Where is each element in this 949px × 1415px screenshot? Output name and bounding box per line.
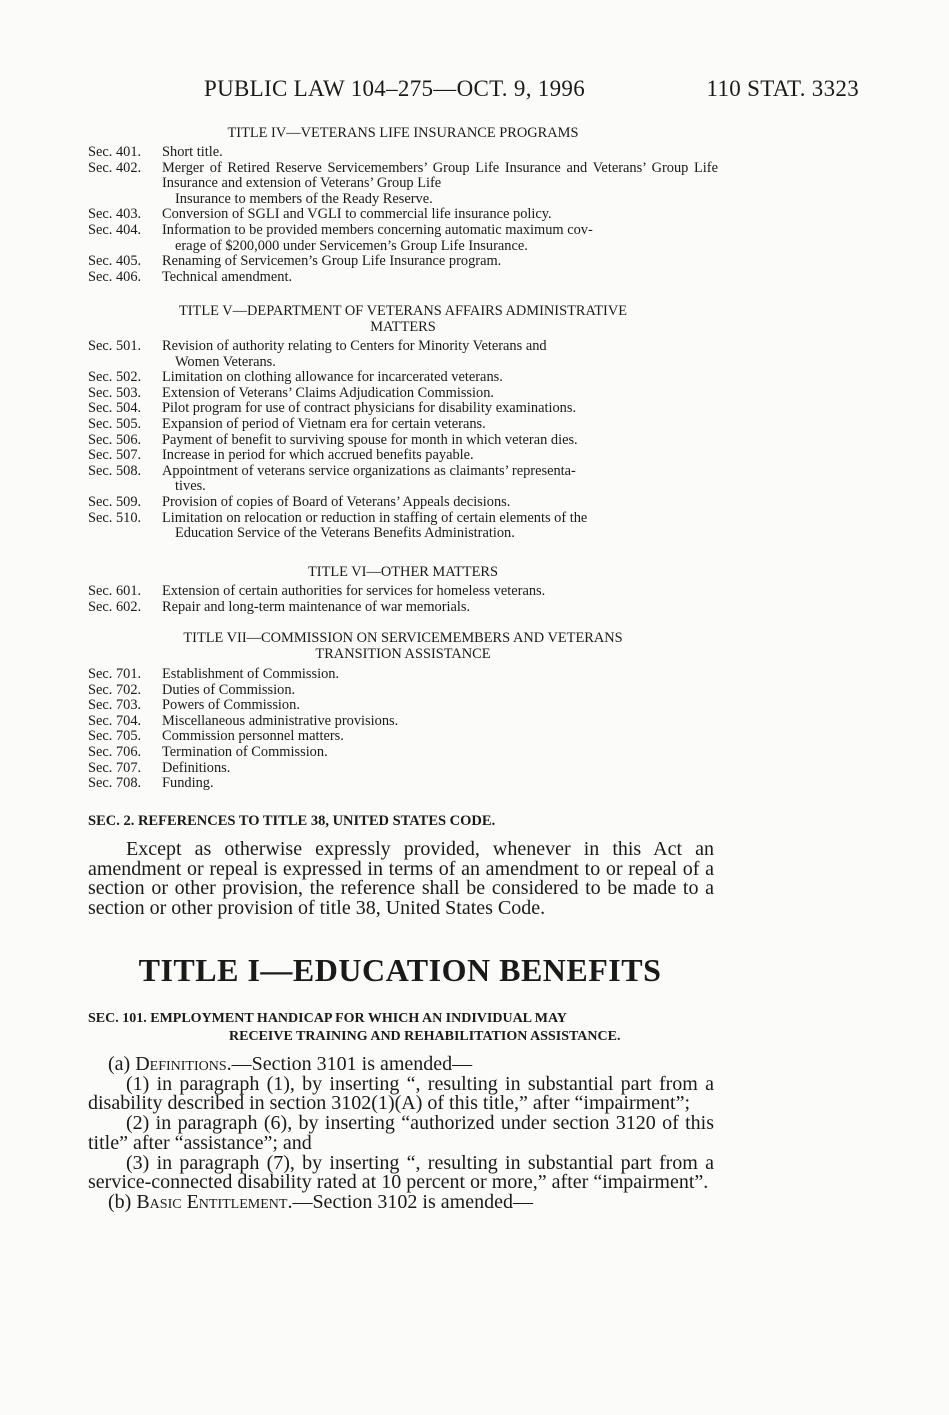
toc-entry bbox=[88, 339, 718, 370]
toc-entry-text bbox=[162, 270, 718, 286]
toc-entry-number: Sec. 401. bbox=[88, 144, 142, 160]
toc-entry bbox=[88, 433, 718, 449]
toc-entry-title: Payment of benefit to surviving spouse for month in which veteran dies. bbox=[162, 431, 578, 448]
toc-entry bbox=[88, 207, 718, 223]
toc-entry-number: Sec. 405. bbox=[88, 253, 142, 270]
toc-entry-text bbox=[162, 714, 718, 730]
toc-entry-text bbox=[162, 600, 718, 616]
toc-entry bbox=[88, 254, 718, 270]
toc-entry-text bbox=[162, 339, 718, 370]
toc-entry-text bbox=[162, 667, 718, 683]
toc-entry-number: Sec. 707. bbox=[88, 759, 142, 776]
toc-entry-number: Sec. 501. bbox=[88, 338, 142, 354]
toc-entry-title: Renaming of Servicemen’s Group Life Insurance program. bbox=[162, 253, 502, 270]
toc-entry-text bbox=[162, 386, 718, 402]
toc-entry-text bbox=[162, 729, 718, 745]
toc-entry-text bbox=[162, 145, 718, 161]
toc-entry-title: Increase in period for which accrued benefits payable. bbox=[162, 447, 474, 464]
subsection-a bbox=[88, 1055, 714, 1075]
toc-entry bbox=[88, 386, 718, 402]
sec2-body: Except as otherwise expressly provided, whenever in this Act an amendment or repeal is expressed in terms of an amendment to or repeal of a section or other provision, the reference shall be considered to be made to a section or other provision of title 38, United States Code. bbox=[88, 838, 714, 920]
toc-entry-number: Sec. 602. bbox=[88, 598, 142, 615]
toc-title-v-list bbox=[88, 339, 718, 542]
toc-entry-title: Pilot program for use of contract physicians for disability examinations. bbox=[162, 400, 577, 417]
toc-entry-number: Sec. 404. bbox=[88, 221, 142, 238]
toc-entry-title: Short title. bbox=[162, 144, 223, 160]
toc-entry-text bbox=[162, 223, 718, 254]
toc-entry-title: Powers of Commission. bbox=[162, 697, 300, 714]
toc-entry bbox=[88, 448, 718, 464]
toc-entry bbox=[88, 511, 718, 542]
toc-entry bbox=[88, 495, 718, 511]
toc-title-vi-heading: TITLE VI—OTHER MATTERS bbox=[308, 564, 498, 580]
toc-entry-title: Limitation on relocation or reduction in staffing of certain elements of the bbox=[162, 509, 588, 526]
toc-entry-text bbox=[162, 511, 718, 542]
toc-entry-text bbox=[162, 161, 718, 208]
toc-entry bbox=[88, 729, 718, 745]
subsection-b-marker: (b) bbox=[108, 1190, 137, 1213]
toc-entry-title: Termination of Commission. bbox=[162, 743, 328, 760]
subsection-b-label: Basic Entitlement bbox=[136, 1190, 288, 1213]
toc-entry bbox=[88, 683, 718, 699]
toc-title-v-heading-line2: MATTERS bbox=[370, 319, 436, 335]
toc-entry bbox=[88, 417, 718, 433]
toc-entry-number: Sec. 508. bbox=[88, 462, 142, 479]
toc-entry-title: Funding. bbox=[162, 775, 214, 792]
toc-entry-text bbox=[162, 698, 718, 714]
toc-title-v-heading bbox=[88, 303, 718, 335]
toc-entry-title: Repair and long-term maintenance of war memorials. bbox=[162, 598, 471, 615]
toc-entry-text bbox=[162, 776, 718, 792]
toc-entry-text bbox=[162, 464, 718, 495]
paragraph-2: (2) in paragraph (6), by inserting “authorized under section 3120 of this title” after “assistance”; and bbox=[88, 1112, 714, 1154]
toc-entry bbox=[88, 698, 718, 714]
toc-entry-text bbox=[162, 761, 718, 777]
toc-entry-title: Revision of authority relating to Centers for Minority Veterans and bbox=[162, 338, 547, 354]
toc-entry-text bbox=[162, 495, 718, 511]
subsection-a-marker: (a) bbox=[108, 1053, 136, 1075]
toc-entry-number: Sec. 701. bbox=[88, 666, 142, 682]
toc-entry-number: Sec. 703. bbox=[88, 697, 142, 714]
toc-entry-title: Information to be provided members concerning automatic maximum cov- bbox=[162, 221, 593, 238]
toc-entry-number: Sec. 705. bbox=[88, 728, 142, 745]
toc-entry-title: Conversion of SGLI and VGLI to commercial life insurance policy. bbox=[162, 206, 552, 223]
toc-entry-continuation: Education Service of the Veterans Benefits Administration. bbox=[175, 525, 515, 542]
toc-entry bbox=[88, 223, 718, 254]
toc-entry bbox=[88, 667, 718, 683]
title-i-heading: TITLE I—EDUCATION BENEFITS bbox=[138, 952, 662, 988]
toc-title-v-heading-line1: TITLE V—DEPARTMENT OF VETERANS AFFAIRS ADMINISTRATIVE bbox=[178, 303, 628, 319]
sec101-body bbox=[88, 1055, 714, 1213]
toc-entry-title: Technical amendment. bbox=[162, 268, 293, 285]
subsection-b bbox=[88, 1190, 714, 1213]
sec2-heading: SEC. 2. REFERENCES TO TITLE 38, UNITED STATES CODE. bbox=[88, 813, 496, 829]
toc-title-vii-heading bbox=[88, 630, 718, 662]
toc-entry-number: Sec. 601. bbox=[88, 583, 142, 599]
toc-entry bbox=[88, 464, 718, 495]
toc-entry-text bbox=[162, 745, 718, 761]
toc-title-vii-heading-line2: TRANSITION ASSISTANCE bbox=[315, 646, 491, 662]
toc-entry-number: Sec. 510. bbox=[88, 509, 142, 526]
toc-entry-text bbox=[162, 370, 718, 386]
toc-entry bbox=[88, 145, 718, 161]
toc-entry-number: Sec. 406. bbox=[88, 268, 142, 285]
toc-entry-title: Limitation on clothing allowance for incarcerated veterans. bbox=[162, 369, 503, 386]
paragraph-1: (1) in paragraph (1), by inserting “, resulting in substantial part from a disability described in section 3102(1)(A) of this title,” after “impairment”; bbox=[88, 1072, 714, 1115]
header-stat-page: 110 STAT. 3323 bbox=[706, 76, 859, 101]
toc-title-vii-heading-line1: TITLE VII—COMMISSION ON SERVICEMEMBERS AND VETERANS bbox=[183, 630, 623, 646]
toc-entry-title: Appointment of veterans service organizations as claimants’ representa- bbox=[162, 462, 576, 479]
toc-entry-number: Sec. 706. bbox=[88, 743, 142, 760]
toc-title-vii bbox=[88, 630, 718, 792]
sec101-heading-line2: RECEIVE TRAINING AND REHABILITATION ASSISTANCE. bbox=[229, 1029, 621, 1044]
toc-entry-text bbox=[162, 433, 718, 449]
toc-entry-number: Sec. 503. bbox=[88, 384, 142, 401]
toc-entry-number: Sec. 702. bbox=[88, 681, 142, 698]
toc-entry bbox=[88, 745, 718, 761]
toc-entry-text bbox=[162, 401, 718, 417]
toc-entry-number: Sec. 509. bbox=[88, 493, 142, 510]
toc-entry-number: Sec. 708. bbox=[88, 775, 142, 792]
subsection-a-text: .—Section 3101 is amended— bbox=[226, 1053, 473, 1075]
toc-entry-title: Definitions. bbox=[162, 759, 231, 776]
subsection-b-text: .—Section 3102 is amended— bbox=[287, 1190, 533, 1213]
toc-entry-text bbox=[162, 254, 718, 270]
sec101-heading bbox=[88, 1010, 718, 1046]
sec101-heading-line1: SEC. 101. EMPLOYMENT HANDICAP FOR WHICH AN INDIVIDUAL MAY bbox=[88, 1011, 567, 1026]
toc-entry-continuation: erage of $200,000 under Servicemen’s Group Life Insurance. bbox=[175, 237, 528, 254]
toc-entry bbox=[88, 370, 718, 386]
toc-entry-continuation: Women Veterans. bbox=[175, 353, 276, 370]
toc-entry-continuation: Insurance to members of the Ready Reserve. bbox=[175, 190, 433, 207]
toc-entry-number: Sec. 402. bbox=[88, 159, 142, 176]
toc-entry bbox=[88, 401, 718, 417]
toc-entry-text bbox=[162, 417, 718, 433]
toc-title-iv-list bbox=[88, 145, 718, 285]
toc-title-vii-list bbox=[88, 667, 718, 792]
toc-title-vi bbox=[88, 564, 718, 615]
toc-entry-title: Merger of Retired Reserve Servicemembers’ Group Life Insurance and Veterans’ Group Life Insurance and extension of Veterans’ Group Life bbox=[162, 159, 718, 192]
toc-entry-text bbox=[162, 683, 718, 699]
toc-entry-number: Sec. 704. bbox=[88, 712, 142, 729]
toc-entry bbox=[88, 714, 718, 730]
toc-title-vi-list bbox=[88, 584, 718, 615]
toc-entry bbox=[88, 161, 718, 208]
toc-entry-continuation: tives. bbox=[175, 478, 206, 495]
header-public-law: PUBLIC LAW 104–275—OCT. 9, 1996 bbox=[204, 76, 585, 101]
paragraph-3: (3) in paragraph (7), by inserting “, resulting in substantial part from a service-connected disability rated at 10 percent or more,” after “impairment”. bbox=[88, 1151, 714, 1194]
toc-entry-number: Sec. 505. bbox=[88, 415, 142, 432]
toc-entry bbox=[88, 761, 718, 777]
toc-title-v bbox=[88, 303, 718, 542]
toc-title-iv-heading: TITLE IV—VETERANS LIFE INSURANCE PROGRAMS bbox=[227, 125, 579, 141]
toc-entry bbox=[88, 776, 718, 792]
toc-entry-number: Sec. 502. bbox=[88, 369, 142, 386]
toc-entry-number: Sec. 506. bbox=[88, 431, 142, 448]
toc-entry-text bbox=[162, 448, 718, 464]
toc-entry-title: Extension of certain authorities for services for homeless veterans. bbox=[162, 583, 546, 599]
toc-entry-title: Commission personnel matters. bbox=[162, 728, 344, 745]
toc-entry-title: Duties of Commission. bbox=[162, 681, 296, 698]
toc-entry-title: Extension of Veterans’ Claims Adjudication Commission. bbox=[162, 384, 495, 401]
toc-entry bbox=[88, 270, 718, 286]
toc-entry bbox=[88, 600, 718, 616]
toc-entry-number: Sec. 507. bbox=[88, 447, 142, 464]
toc-entry bbox=[88, 584, 718, 600]
toc-entry-title: Expansion of period of Vietnam era for certain veterans. bbox=[162, 415, 486, 432]
subsection-a-label: Definitions bbox=[135, 1053, 227, 1075]
toc-entry-text bbox=[162, 584, 718, 600]
toc-entry-title: Establishment of Commission. bbox=[162, 666, 340, 682]
toc-entry-number: Sec. 504. bbox=[88, 400, 142, 417]
toc-entry-number: Sec. 403. bbox=[88, 206, 142, 223]
toc-entry-text bbox=[162, 207, 718, 223]
toc-entry-title: Provision of copies of Board of Veterans’ Appeals decisions. bbox=[162, 493, 511, 510]
toc-entry-title: Miscellaneous administrative provisions. bbox=[162, 712, 399, 729]
toc-title-iv bbox=[88, 125, 718, 285]
